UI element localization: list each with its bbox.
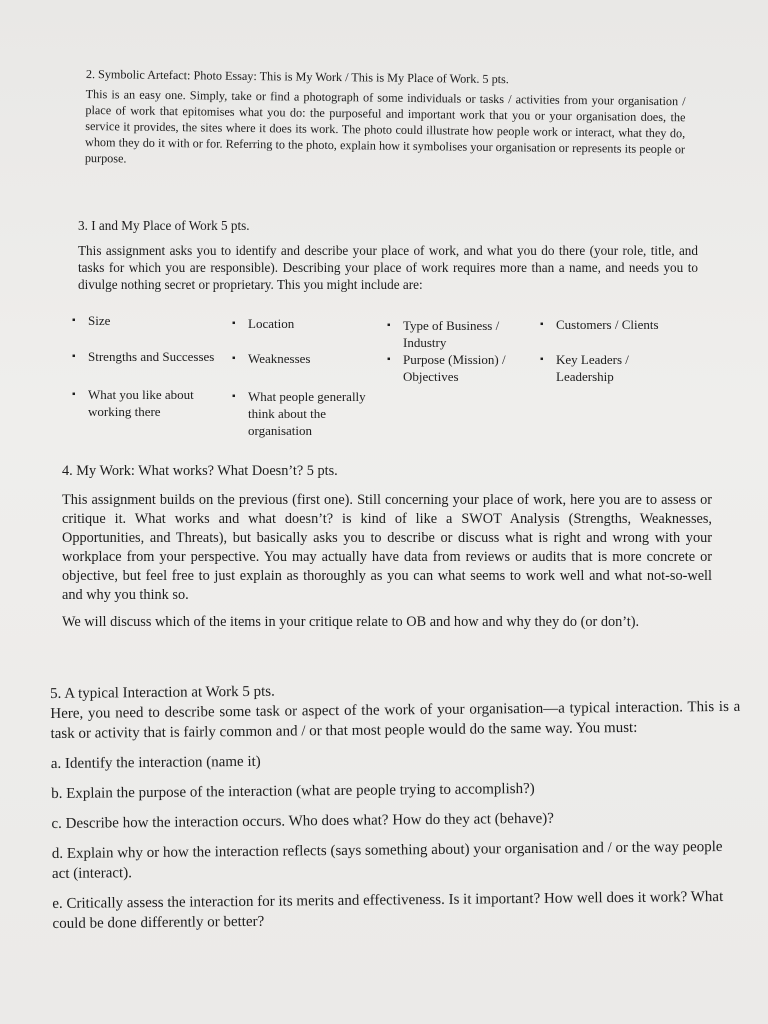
list-item: e. Critically assess the interaction for its merits and effectiveness. Is it important? How well does it work? What could be done differently or better?: [52, 888, 724, 932]
section-5-title: 5. A typical Interaction at Work 5 pts.: [50, 683, 275, 702]
section-4-title: 4. My Work: What works? What Doesn’t? 5 pts.: [62, 463, 338, 479]
list-item: b. Explain the purpose of the interaction (what are people trying to accomplish?): [51, 780, 535, 802]
section-2-body: This is an easy one. Simply, take or find a photograph of some individuals or tasks / activities from your organisation / place of work that epitomises what you do: the purposeful and important work that you or your organisation does, the service it provides, the sites where it does its work. The photo could illustrate how people work or interact, what they do, whom they do it with or for. Referring to the photo, explain how it symbolises your organisation or represents its people or purpose.: [84, 86, 686, 166]
bullet-item: ▪ Location: [232, 316, 295, 331]
bullet-icon: ▪: [540, 354, 544, 365]
bullet-item: ▪ Weaknesses: [232, 351, 311, 366]
list-item: c. Describe how the interaction occurs. Who does what? How do they act (behave)?: [51, 810, 554, 832]
bullet-item: ▪ Key Leaders / Leadership: [540, 352, 629, 384]
section-4-body: This assignment builds on the previous (first one). Still concerning your place of work, here you are to assess or critique it. What works and what doesn’t? is kind of like a SWOT Analysis (Strengths, Weaknesses, Opportunities, and Threats), but basically asks you to describe or discuss what is right and wrong with your workplace from your perspective. You may actually have data from reviews or audits that is more concrete or objective, but feel free to just explain as thoroughly as you can what seems to work well and what not-so-well and why you think so.: [62, 492, 712, 603]
bullet-item: ▪ What you like about working there: [72, 387, 194, 419]
bullet-item: ▪ Purpose (Mission) / Objectives: [387, 352, 506, 384]
bullet-icon: ▪: [232, 391, 236, 402]
bullet-icon: ▪: [72, 351, 76, 362]
bullet-icon: ▪: [232, 318, 236, 329]
bullet-icon: ▪: [72, 315, 76, 326]
bullet-item: ▪ Type of Business / Industry: [387, 318, 500, 350]
bullet-icon: ▪: [540, 319, 544, 330]
section-4-body-2: We will discuss which of the items in your critique relate to OB and how and why they do (or don’t).: [62, 614, 640, 630]
bullet-icon: ▪: [72, 389, 76, 400]
bullet-icon: ▪: [387, 320, 391, 331]
section-2: [85, 66, 686, 173]
bullet-icon: ▪: [387, 354, 391, 365]
list-item: d. Explain why or how the interaction reflects (says something about) your organisation and / or the way people act (interact).: [51, 838, 723, 882]
bullet-item: ▪ Customers / Clients: [540, 317, 659, 332]
bullet-item: ▪ Strengths and Successes: [72, 349, 215, 364]
section-3: [78, 217, 698, 293]
section-5-body: Here, you need to describe some task or aspect of the work of your organisation—a typical interaction. This is a task or activity that is fairly common and / or that most people would do the same way. You must:: [50, 698, 741, 742]
bullet-icon: ▪: [232, 353, 236, 364]
section-5: [50, 677, 743, 934]
bullet-item: ▪ What people generally think about the organisation: [232, 389, 366, 438]
section-4: [62, 462, 712, 632]
list-item: a. Identify the interaction (name it): [50, 753, 261, 772]
bullet-item: ▪ Size: [72, 313, 111, 328]
section-2-title: 2. Symbolic Artefact: Photo Essay: This is My Work / This is My Place of Work. 5 pts.: [85, 66, 509, 87]
section-3-title: 3. I and My Place of Work 5 pts.: [78, 218, 250, 233]
section-3-body: This assignment asks you to identify and describe your place of work, and what you do there (your role, title, and tasks for which you are responsible). Describing your place of work requires more than a name, and needs you to divulge nothing secret or proprietary. This you might include are:: [78, 243, 698, 292]
